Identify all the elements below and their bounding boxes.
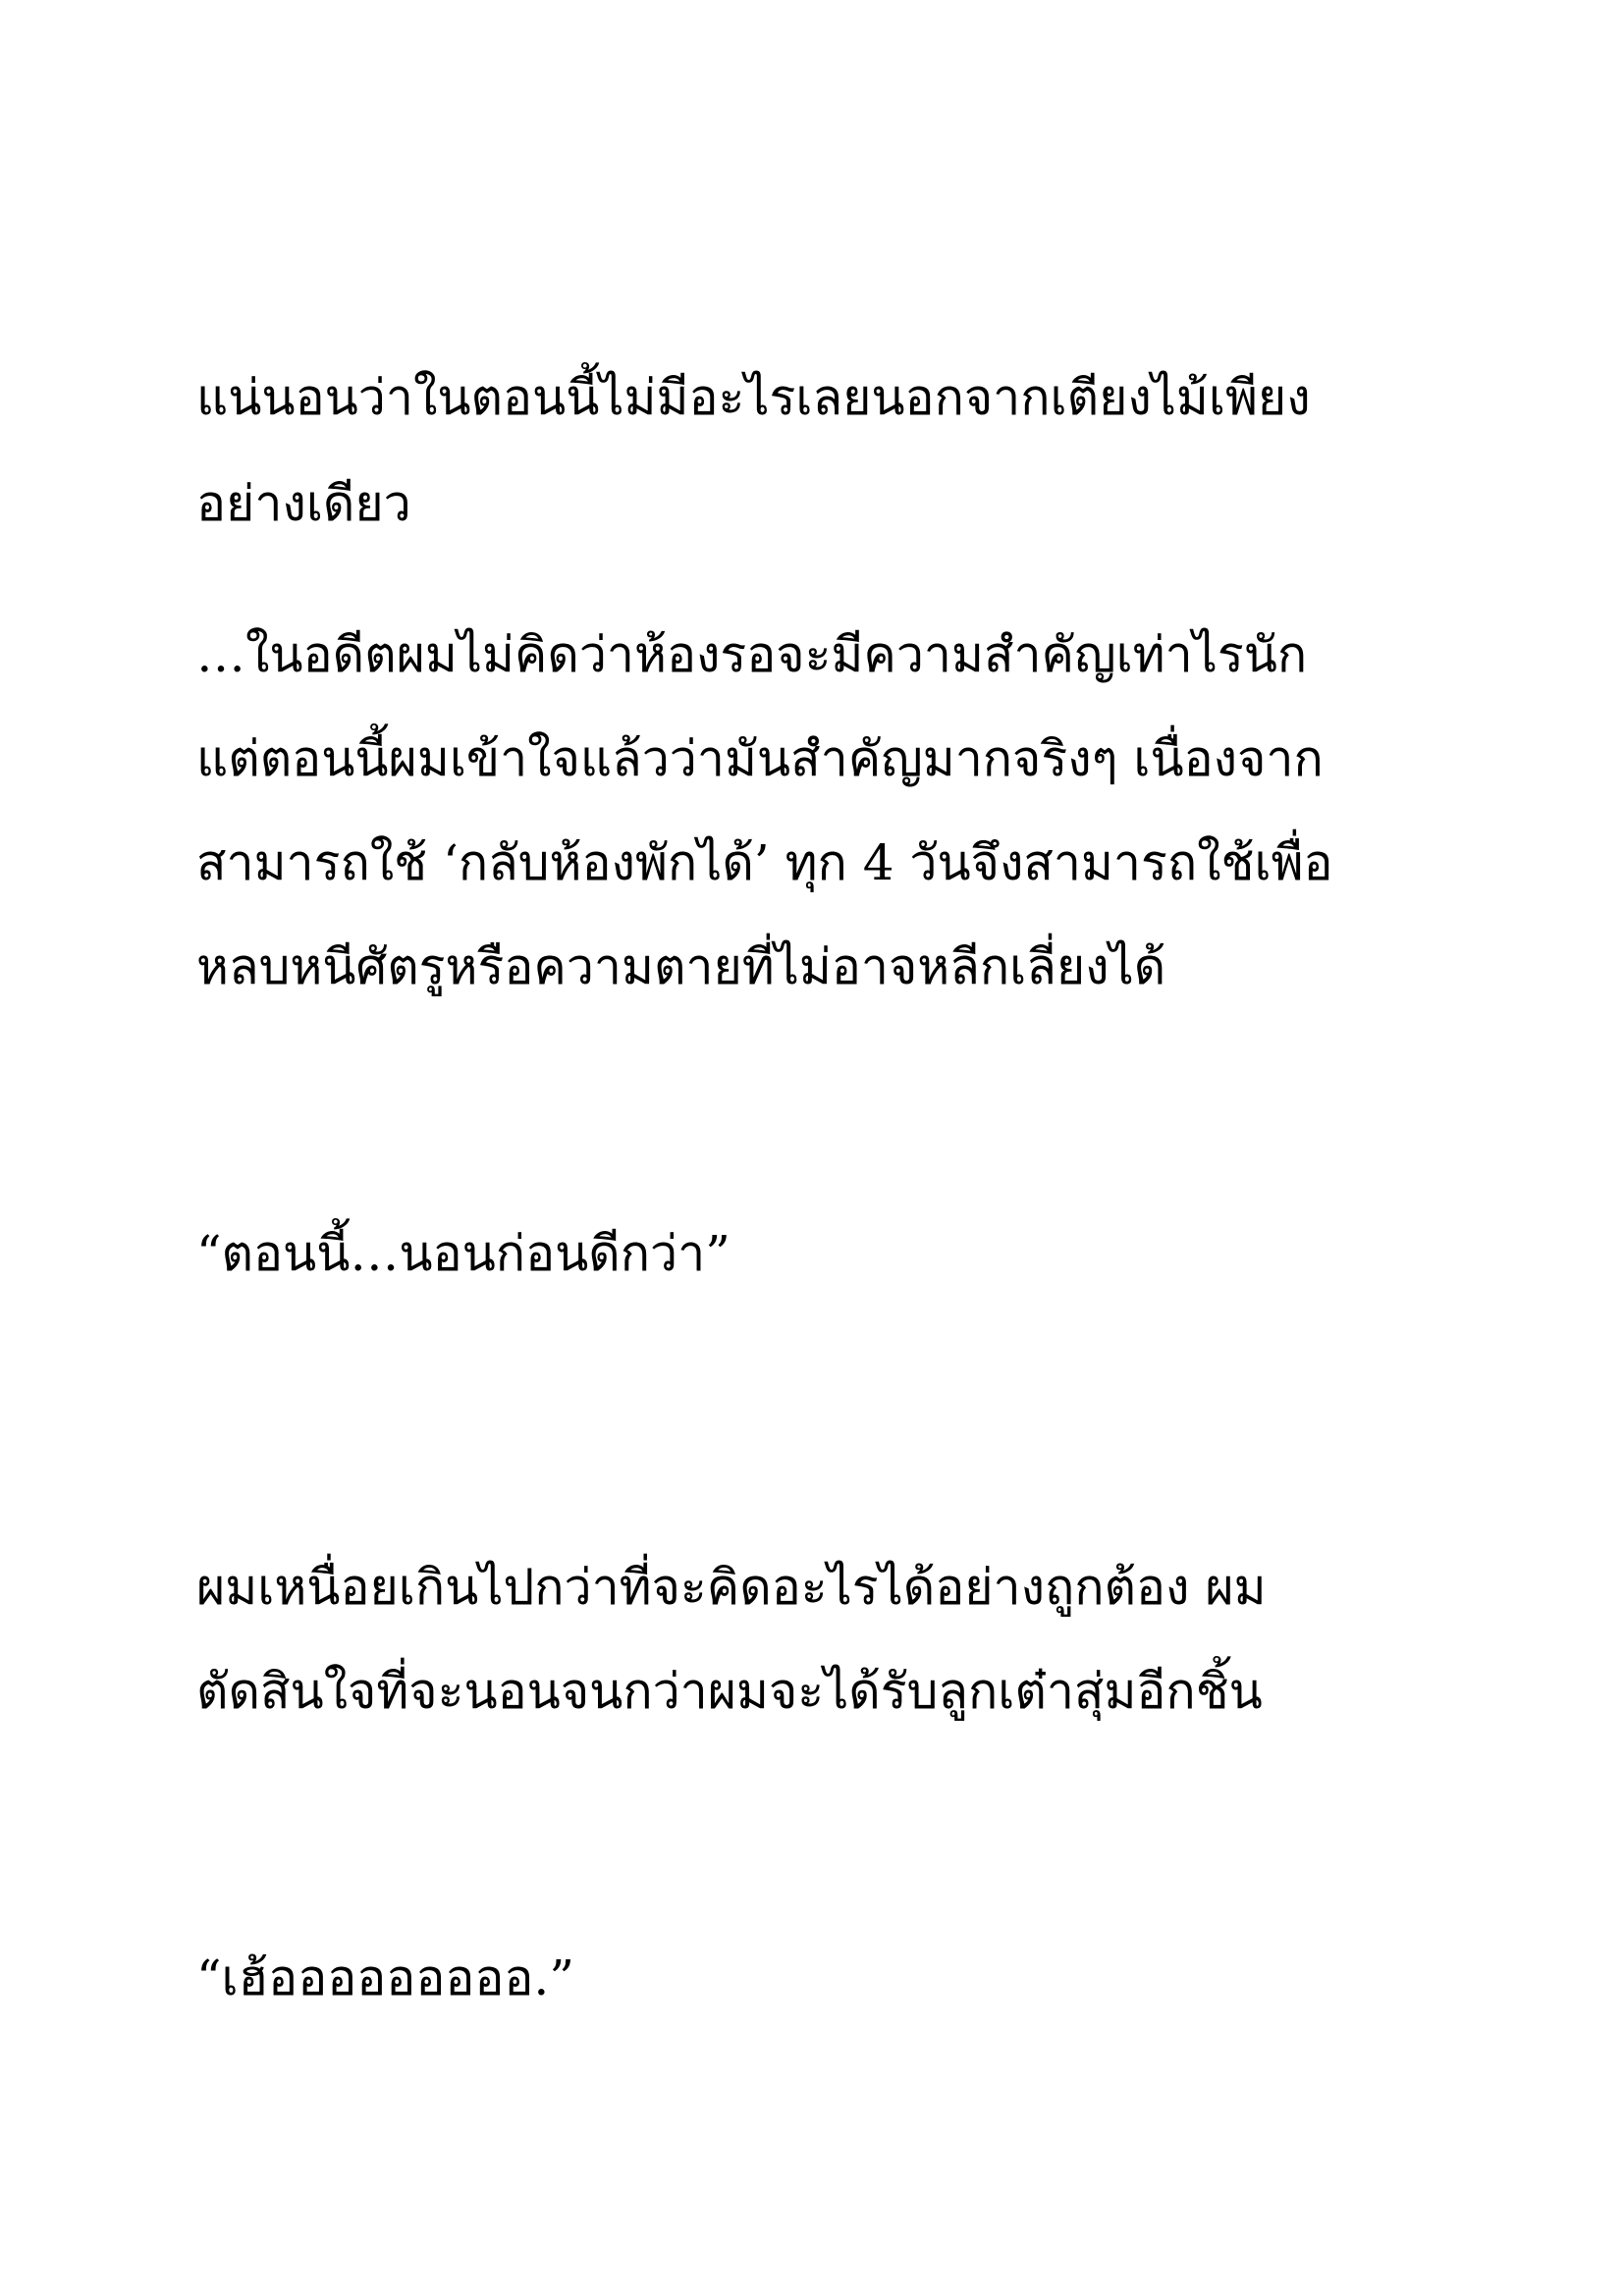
- paragraph-1-line-2: อย่างเดียว: [196, 475, 411, 532]
- paragraph-1-line-1: แน่นอนว่าในตอนนี้ไม่มีอะไรเลยนอกจากเตียงไม้เพียง: [196, 369, 1311, 426]
- paragraph-2-line-3: สามารถใช้ ‘กลับห้องพักได้’ ทุก 4 วันจึงสามารถใช้เพื่อ: [196, 834, 1333, 891]
- dialogue-1: “ตอนนี้…นอนก่อนดีกว่า”: [196, 1225, 731, 1282]
- paragraph-2-line-1: …ในอดีตผมไม่คิดว่าห้องรอจะมีความสำคัญเท่าไรนัก: [196, 626, 1308, 683]
- dialogue-2: “เฮ้อออออออออ.”: [196, 1949, 574, 2006]
- paragraph-3-line-1: ผมเหนื่อยเกินไปกว่าที่จะคิดอะไรได้อย่างถูกต้อง ผม: [196, 1559, 1267, 1616]
- paragraph-3-line-2: ตัดสินใจที่จะนอนจนกว่าผมจะได้รับลูกเต๋าสุ่มอีกชิ้น: [196, 1663, 1263, 1720]
- paragraph-2-line-4: หลบหนีศัตรูหรือความตายที่ไม่อาจหลีกเลี่ยงได้: [196, 938, 1166, 995]
- paragraph-2-line-2: แต่ตอนนี้ผมเข้าใจแล้วว่ามันสำคัญมากจริงๆ เนื่องจาก: [196, 730, 1324, 787]
